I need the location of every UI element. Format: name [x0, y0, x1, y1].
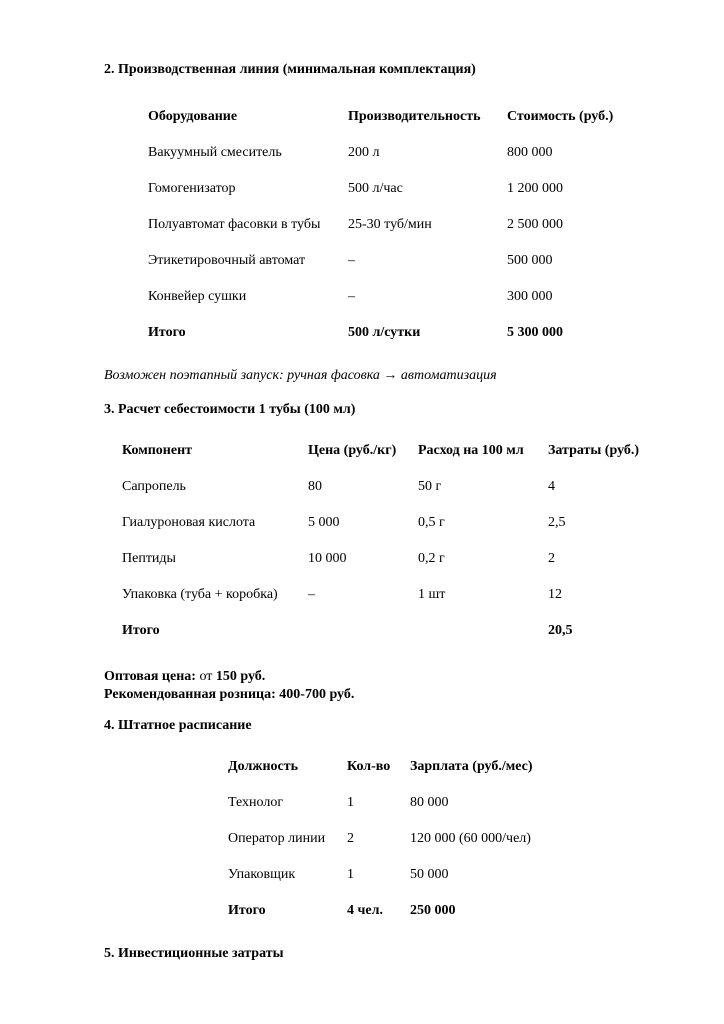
table-cell: Этикетировочный автомат [148, 253, 306, 268]
table-cell: 12 [548, 587, 562, 602]
staff-table [228, 757, 684, 920]
table-cell: 200 л [348, 145, 380, 160]
table-cell: 800 000 [507, 145, 553, 160]
table-cell: 1 200 000 [507, 181, 563, 196]
table-row [122, 477, 684, 496]
table-header-row [148, 107, 684, 126]
section-4-title: 4. Штатное расписание [104, 718, 252, 733]
section-5-title: 5. Инвестиционные затраты [104, 946, 284, 961]
table-row [148, 143, 684, 162]
pricing-block [104, 668, 684, 704]
table-cell: 4 чел. [347, 903, 383, 918]
table-cell: – [308, 587, 315, 602]
column-header: Производительность [348, 109, 481, 124]
table-total-row [148, 323, 684, 342]
table-cell: 4 [548, 479, 555, 494]
retail-price-label: Рекомендованная розница: [104, 687, 276, 702]
table-cell: 500 000 [507, 253, 553, 268]
table-row [122, 513, 684, 532]
table-row [148, 179, 684, 198]
table-row [148, 215, 684, 234]
table-cell: Гомогенизатор [148, 181, 236, 196]
wholesale-price-value: 150 руб. [215, 669, 266, 684]
table-row [148, 251, 684, 270]
table-cell: 25-30 туб/мин [348, 217, 432, 232]
table-row [148, 287, 684, 306]
column-header: Зарплата (руб./мес) [410, 759, 533, 774]
section-2-title: 2. Производственная линия (минимальная комплектация) [104, 62, 476, 77]
section-3-title: 3. Расчет себестоимости 1 тубы (100 мл) [104, 402, 356, 417]
table-cell: 1 шт [418, 587, 446, 602]
table-cell: Вакуумный смеситель [148, 145, 282, 160]
table-cell: Итого [148, 325, 186, 340]
table-cell: Упаковщик [228, 867, 296, 882]
table-cell: 5 300 000 [507, 325, 563, 340]
column-header: Цена (руб./кг) [308, 443, 397, 458]
column-header: Должность [228, 759, 299, 774]
table-cell: Упаковка (туба + коробка) [122, 587, 278, 602]
table-cell: 2 500 000 [507, 217, 563, 232]
table-header-row [122, 441, 684, 460]
table-cell: Пептиды [122, 551, 176, 566]
table-cell: 80 [308, 479, 322, 494]
table-cell: 0,5 г [418, 515, 445, 530]
table-cell [308, 621, 418, 640]
wholesale-price-label: Оптовая цена: [104, 669, 196, 684]
table-cell: 20,5 [548, 623, 573, 638]
table-cell: 0,2 г [418, 551, 445, 566]
table-cell: 50 000 [410, 867, 449, 882]
table-cell: 500 л/час [348, 181, 403, 196]
column-header: Расход на 100 мл [418, 443, 524, 458]
table-cell: Технолог [228, 795, 284, 810]
table-cell: – [348, 289, 355, 304]
table-cell: 1 [347, 795, 354, 810]
table-row [228, 865, 684, 884]
wholesale-price-line [104, 668, 684, 686]
table-row [228, 793, 684, 812]
table-cell: 1 [347, 867, 354, 882]
table-cell [418, 621, 548, 640]
column-header: Стоимость (руб.) [507, 109, 614, 124]
equipment-table [148, 107, 684, 342]
table-cell: 50 г [418, 479, 442, 494]
table-cell: 500 л/сутки [348, 325, 421, 340]
retail-price-value: 400-700 руб. [279, 687, 355, 702]
table-row [122, 585, 684, 604]
table-cell: Полуавтомат фасовки в тубы [148, 217, 321, 232]
table-row [228, 829, 684, 848]
table-cell: Конвейер сушки [148, 289, 247, 304]
table-cell: 2,5 [548, 515, 566, 530]
table-cell: Оператор линии [228, 831, 326, 846]
phased-launch-note: Возможен поэтапный запуск: ручная фасовка → автоматизация [104, 368, 497, 383]
table-row [122, 549, 684, 568]
table-header-row [228, 757, 684, 776]
table-cell: Гиалуроновая кислота [122, 515, 256, 530]
table-cell: Итого [122, 623, 160, 638]
column-header: Компонент [122, 443, 193, 458]
wholesale-price-preposition: от [199, 669, 213, 684]
table-cell: 10 000 [308, 551, 347, 566]
table-cell: – [348, 253, 355, 268]
column-header: Оборудование [148, 109, 238, 124]
table-cell: 5 000 [308, 515, 340, 530]
table-cell: 80 000 [410, 795, 449, 810]
cost-table [122, 441, 684, 640]
column-header: Затраты (руб.) [548, 443, 640, 458]
table-cell: 2 [347, 831, 354, 846]
table-cell: 2 [548, 551, 555, 566]
table-cell: 120 000 (60 000/чел) [410, 831, 531, 846]
table-cell: Итого [228, 903, 266, 918]
retail-price-line [104, 686, 684, 704]
table-total-row [122, 621, 684, 640]
table-cell: 250 000 [410, 903, 456, 918]
table-cell: 300 000 [507, 289, 553, 304]
table-cell: Сапропель [122, 479, 186, 494]
table-total-row [228, 901, 684, 920]
column-header: Кол-во [347, 759, 391, 774]
